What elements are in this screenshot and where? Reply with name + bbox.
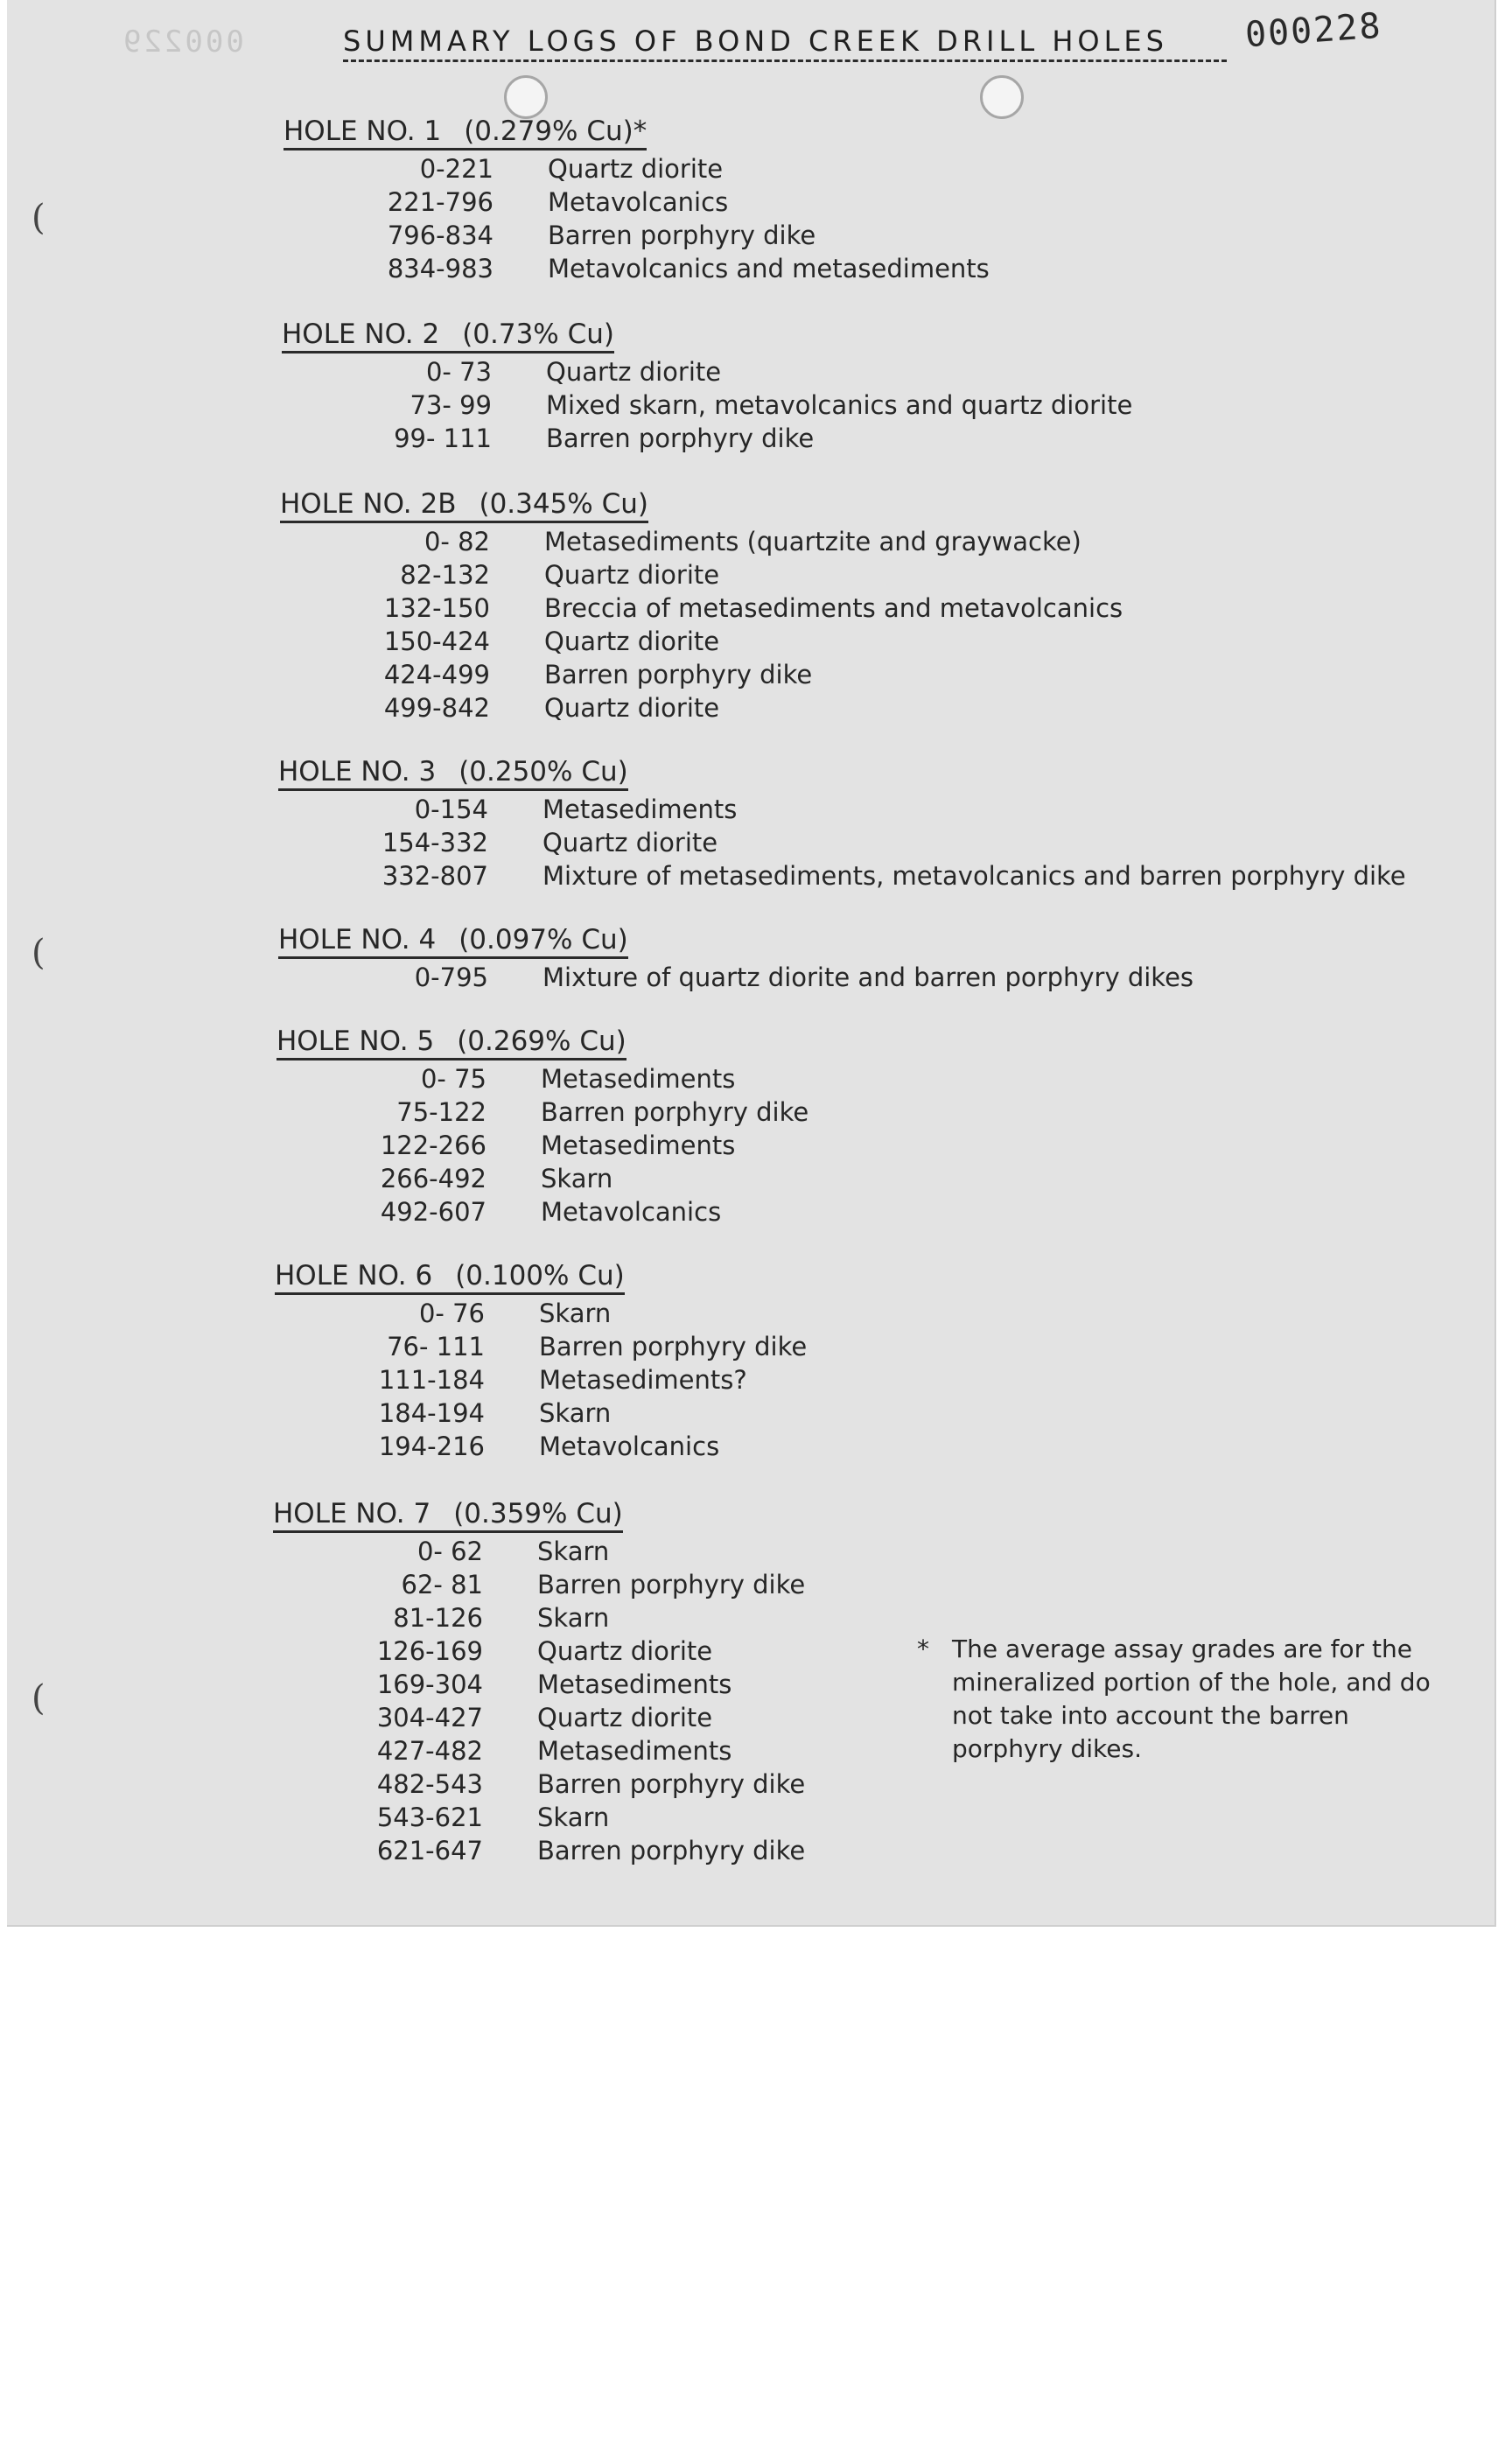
margin-mark-1: ( [32,198,46,238]
rock-description: Barren porphyry dike [537,1769,806,1799]
depth-interval: 221-796 [387,187,494,217]
depth-interval: 0- 82 [424,527,490,556]
rock-description: Quartz diorite [546,357,722,387]
depth-interval: 75-122 [396,1097,486,1127]
hole-header [282,318,614,354]
depth-interval: 126-169 [376,1636,483,1666]
rock-description: Barren porphyry dike [541,1097,809,1127]
rock-description: Breccia of metasediments and metavolcanics [544,593,1124,623]
log-row [284,152,1071,186]
hole-grade: (0.100% Cu) [455,1260,625,1292]
rock-description: Metavolcanics [548,187,729,217]
ghost-document-number: 000229 [121,24,244,60]
rock-description: Mixture of metasediments, metavolcanics and barren porphyry dike [542,861,1406,891]
log-row [273,1768,1060,1801]
log-row [280,691,1068,724]
hole-header [280,488,648,523]
log-row [276,1062,1064,1096]
depth-interval: 543-621 [376,1802,483,1832]
depth-interval: 0- 75 [420,1064,486,1094]
log-row [275,1297,1062,1330]
rock-description: Quartz diorite [537,1703,713,1732]
depth-interval: 492-607 [380,1197,486,1227]
hole-section [278,924,1194,994]
hole-header [276,1026,626,1060]
log-row [273,1535,1060,1568]
depth-interval: 62- 81 [401,1570,483,1600]
footnote-text: The average assay grades are for the mineralized portion of the hole, and do not take into account the barren porphyry dikes. [952,1634,1431,1763]
punch-hole-right [980,75,1024,119]
hole-label: HOLE NO. 1 [284,116,442,147]
log-row [278,859,1406,892]
hole-grade: (0.345% Cu) [479,488,649,520]
depth-interval: 111-184 [378,1365,485,1395]
depth-interval: 834-983 [387,254,494,284]
hole-section [282,318,1133,455]
hole-grade: (0.269% Cu) [457,1026,626,1057]
depth-interval: 304-427 [376,1703,483,1732]
depth-interval: 482-543 [376,1769,483,1799]
rock-description: Metasediments? [539,1365,747,1395]
depth-interval: 0- 62 [416,1536,483,1566]
rock-description: Barren porphyry dike [548,220,816,250]
hole-label: HOLE NO. 6 [275,1260,433,1292]
log-row [282,355,1069,388]
hole-grade: (0.279% Cu)* [464,116,648,147]
depth-interval: 132-150 [383,593,490,623]
rock-description: Quartz diorite [544,693,720,723]
rock-description: Barren porphyry dike [537,1570,806,1600]
hole-header [275,1260,625,1295]
log-row [280,658,1068,691]
hole-header [273,1498,623,1533]
rock-description: Metavolcanics [541,1197,722,1227]
rock-description: Metasediments [537,1670,732,1699]
hole-header [278,924,628,959]
depth-interval: 0- 76 [418,1298,485,1328]
depth-interval: 81-126 [393,1603,483,1633]
log-row [276,1162,1064,1195]
log-row [280,558,1068,592]
depth-interval: 0- 73 [425,357,492,387]
hole-grade: (0.73% Cu) [462,318,615,350]
depth-interval: 122-266 [380,1130,486,1160]
depth-interval: 0-221 [419,154,494,184]
rock-description: Skarn [541,1164,613,1194]
footnote [917,1633,1442,1766]
rock-description: Skarn [537,1603,610,1633]
depth-interval: 194-216 [378,1432,485,1461]
rock-description: Mixed skarn, metavolcanics and quartz diorite [546,390,1133,420]
depth-interval: 76- 111 [387,1332,485,1362]
log-row [276,1195,1064,1228]
depth-interval: 0-154 [414,794,488,824]
log-row [280,625,1068,658]
log-row [273,1834,1060,1867]
log-row [280,525,1082,558]
hole-section [284,116,1071,285]
depth-interval: 99- 111 [394,424,492,453]
hole-label: HOLE NO. 5 [276,1026,435,1057]
rock-description: Skarn [539,1298,612,1328]
rock-description: Quartz diorite [544,626,720,656]
depth-interval: 621-647 [376,1836,483,1866]
depth-interval: 184-194 [378,1398,485,1428]
hole-grade: (0.097% Cu) [458,924,628,956]
log-row [275,1363,1062,1396]
depth-interval: 499-842 [383,693,490,723]
log-row [282,422,1069,455]
depth-interval: 427-482 [376,1736,483,1766]
log-row [278,826,1066,859]
hole-label: HOLE NO. 2B [280,488,457,520]
log-row [278,961,1194,994]
rock-description: Barren porphyry dike [537,1836,806,1866]
rock-description: Mixture of quartz diorite and barren porphyry dikes [542,962,1194,992]
footnote-marker: * [917,1634,929,1663]
rock-description: Metasediments (quartzite and graywacke) [544,527,1082,556]
rock-description: Quartz diorite [548,154,724,184]
depth-interval: 0-795 [414,962,488,992]
document-page [7,0,1496,1927]
rock-description: Metavolcanics and metasediments [548,254,990,284]
log-row [278,793,1066,826]
rock-description: Quartz diorite [544,560,720,590]
log-row [280,592,1124,625]
depth-interval: 332-807 [382,861,488,891]
document-number: 000228 [1243,5,1383,56]
depth-interval: 154-332 [382,828,488,858]
depth-interval: 796-834 [387,220,494,250]
log-row [276,1129,1064,1162]
punch-hole-left [504,75,548,119]
hole-section [278,756,1406,892]
hole-label: HOLE NO. 2 [282,318,440,350]
rock-description: Metavolcanics [539,1432,720,1461]
rock-description: Metasediments [541,1064,736,1094]
rock-description: Metasediments [542,794,738,824]
log-row [275,1430,1062,1463]
depth-interval: 73- 99 [410,390,492,420]
rock-description: Skarn [537,1802,610,1832]
rock-description: Metasediments [537,1736,732,1766]
rock-description: Metasediments [541,1130,736,1160]
hole-header [284,116,647,150]
hole-section [280,488,1124,724]
log-row [284,186,1071,219]
rock-description: Skarn [539,1398,612,1428]
log-row [273,1601,1060,1634]
hole-label: HOLE NO. 4 [278,924,437,956]
hole-grade: (0.359% Cu) [453,1498,623,1530]
rock-description: Barren porphyry dike [544,660,813,690]
log-row [273,1801,1060,1834]
depth-interval: 150-424 [383,626,490,656]
log-row [275,1330,1062,1363]
log-row [275,1396,1062,1430]
depth-interval: 424-499 [383,660,490,690]
depth-interval: 169-304 [376,1670,483,1699]
hole-header [278,756,628,791]
log-row [276,1096,1064,1129]
margin-mark-2: ( [32,933,46,973]
rock-description: Quartz diorite [537,1636,713,1666]
rock-description: Barren porphyry dike [546,424,815,453]
rock-description: Skarn [537,1536,610,1566]
hole-section [276,1026,1064,1228]
hole-grade: (0.250% Cu) [458,756,628,788]
hole-label: HOLE NO. 7 [273,1498,431,1530]
rock-description: Quartz diorite [542,828,718,858]
depth-interval: 82-132 [400,560,490,590]
margin-mark-3: ( [32,1678,46,1718]
rock-description: Barren porphyry dike [539,1332,808,1362]
hole-section [275,1260,1062,1463]
depth-interval: 266-492 [380,1164,486,1194]
log-row [284,219,1071,252]
log-row [282,388,1133,422]
page-title: SUMMARY LOGS OF BOND CREEK DRILL HOLES [343,24,1227,62]
log-row [284,252,1071,285]
hole-label: HOLE NO. 3 [278,756,437,788]
log-row [273,1568,1060,1601]
